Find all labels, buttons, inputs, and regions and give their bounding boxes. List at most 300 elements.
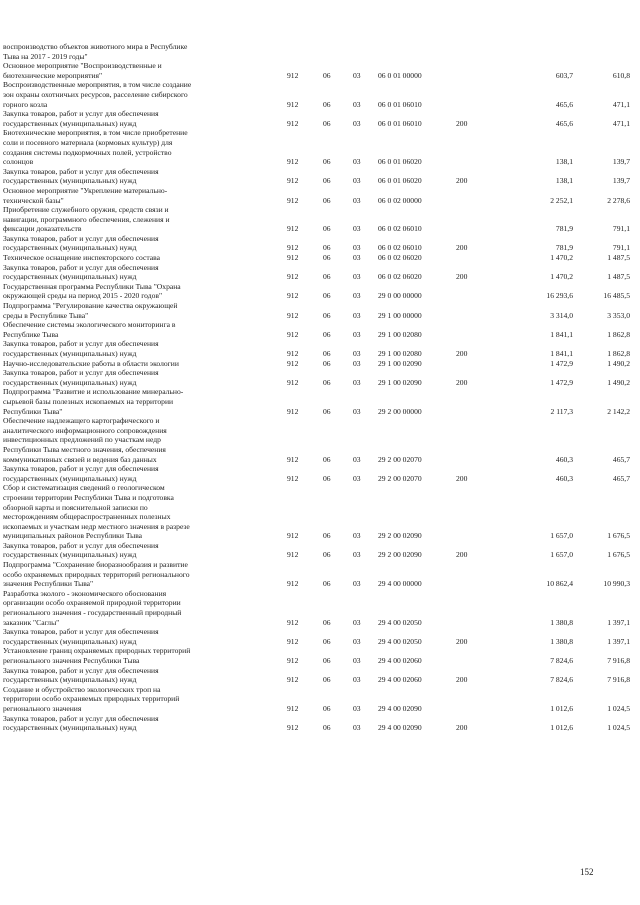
description-line: Закупка товаров, работ и услуг для обеспечения: [3, 368, 159, 378]
subsection-code: 03: [353, 195, 361, 205]
subsection-code: 03: [353, 636, 361, 646]
amount-year-2: 1 024,5: [607, 723, 630, 733]
amount-year-1: 1 470,2: [550, 272, 573, 282]
grbs-code: 912: [287, 473, 299, 483]
amount-year-1: 7 824,6: [550, 656, 573, 665]
amount-year-2: 1 862,8: [607, 349, 630, 358]
row-description: [3, 368, 265, 387]
page-number: 152: [580, 867, 594, 877]
amount-year-2: 1 490,2: [607, 377, 630, 387]
expense-type-code: 200: [456, 473, 468, 483]
grbs-code: 912: [287, 579, 299, 589]
grbs-code: 912: [287, 176, 299, 186]
section-code: 06: [323, 70, 331, 80]
subsection-code: 03: [353, 224, 361, 234]
amount-year-2: 139,7: [612, 157, 630, 167]
amount-year-2: 16 485,5: [603, 291, 630, 301]
target-article-code: 29 1 00 02090: [378, 358, 422, 368]
description-line: территории особо охраняемых природных территорий: [3, 694, 180, 704]
target-article-code: 06 0 01 06010: [378, 99, 422, 109]
description-line: соли и посевного материала (кормовых культур) для: [3, 137, 173, 147]
target-article-code: 29 4 00 02050: [378, 617, 422, 627]
target-article-code: 29 1 00 02080: [378, 349, 422, 358]
subsection-code: 03: [353, 454, 361, 464]
amount-year-2: 1 490,2: [607, 358, 630, 368]
table-row: [0, 263, 640, 282]
target-article-code: 29 4 00 02090: [378, 703, 422, 713]
amount-year-1: 138,1: [555, 157, 573, 167]
amount-year-2: 1 397,1: [607, 636, 630, 646]
description-line: Основное мероприятие "Укрепление материально-: [3, 185, 168, 195]
table-row: [0, 685, 640, 714]
description-line: государственных (муниципальных) нужд: [3, 550, 137, 560]
amount-year-2: 1 862,8: [607, 329, 630, 339]
description-line: Обеспечение надлежащего картографического и: [3, 416, 160, 426]
amount-year-2: 139,7: [612, 176, 630, 186]
row-description: [3, 42, 265, 61]
description-line: Закупка товаров, работ и услуг для обеспечения: [3, 713, 159, 723]
description-line: среды в Республике Тыва": [3, 310, 89, 320]
description-line: государственных (муниципальных) нужд: [3, 243, 137, 253]
table-row: [0, 61, 640, 80]
row-description: [3, 320, 265, 339]
section-code: 06: [323, 224, 331, 234]
table-row: [0, 416, 640, 464]
description-line: Закупка товаров, работ и услуг для обеспечения: [3, 540, 159, 550]
description-line: инвестиционных предложений по участкам недр: [3, 435, 161, 445]
row-description: [3, 464, 265, 483]
section-code: 06: [323, 550, 331, 560]
subsection-code: 03: [353, 406, 361, 416]
amount-year-1: 138,1: [555, 176, 573, 186]
description-line: муниципальных районов Республики Тыва: [3, 531, 143, 541]
section-code: 06: [323, 243, 331, 253]
target-article-code: 06 0 01 06020: [378, 176, 422, 186]
table-row: [0, 560, 640, 589]
amount-year-2: 791,1: [612, 243, 630, 253]
description-line: особо охраняемых природных территорий регионального: [3, 569, 190, 579]
description-line: Республики Тыва местного значения, обеспечения: [3, 444, 166, 454]
amount-year-2: 10 990,3: [603, 579, 630, 589]
table-row: [0, 666, 640, 685]
grbs-code: 912: [287, 291, 299, 301]
target-article-code: 29 1 00 02080: [378, 329, 422, 339]
description-line: заказник "Саглы": [3, 617, 60, 627]
description-line: регионального значения Республики Тыва: [3, 656, 140, 665]
target-article-code: 06 0 01 00000: [378, 70, 422, 80]
subsection-code: 03: [353, 579, 361, 589]
subsection-code: 03: [353, 349, 361, 358]
grbs-code: 912: [287, 531, 299, 541]
target-article-code: 29 2 00 00000: [378, 406, 422, 416]
row-description: [3, 282, 265, 301]
amount-year-2: 2 142,2: [607, 406, 630, 416]
amount-year-2: 1 676,5: [607, 531, 630, 541]
table-row: [0, 253, 640, 263]
target-article-code: 29 2 00 02070: [378, 473, 422, 483]
target-article-code: 29 2 00 02070: [378, 454, 422, 464]
section-code: 06: [323, 579, 331, 589]
row-description: [3, 109, 265, 128]
section-code: 06: [323, 454, 331, 464]
expense-type-code: 200: [456, 675, 468, 685]
description-line: Научно-исследовательские работы в области экологии: [3, 358, 179, 368]
section-code: 06: [323, 349, 331, 358]
section-code: 06: [323, 358, 331, 368]
description-line: сырьевой базы полезных ископаемых на территории: [3, 396, 174, 406]
grbs-code: 912: [287, 675, 299, 685]
subsection-code: 03: [353, 723, 361, 733]
amount-year-1: 1 380,8: [550, 636, 573, 646]
section-code: 06: [323, 195, 331, 205]
row-description: [3, 339, 265, 358]
section-code: 06: [323, 531, 331, 541]
grbs-code: 912: [287, 329, 299, 339]
grbs-code: 912: [287, 636, 299, 646]
subsection-code: 03: [353, 291, 361, 301]
description-line: биотехнические мероприятия": [3, 70, 103, 80]
amount-year-1: 1 380,8: [550, 617, 573, 627]
section-code: 06: [323, 118, 331, 128]
subsection-code: 03: [353, 176, 361, 186]
table-row: [0, 109, 640, 128]
grbs-code: 912: [287, 358, 299, 368]
amount-year-1: 1 841,1: [550, 329, 573, 339]
grbs-code: 912: [287, 118, 299, 128]
grbs-code: 912: [287, 703, 299, 713]
description-line: Подпрограмма "Сохранение биоразнообразия и развитие: [3, 560, 188, 570]
subsection-code: 03: [353, 310, 361, 320]
row-description: [3, 359, 265, 369]
grbs-code: 912: [287, 377, 299, 387]
grbs-code: 912: [287, 243, 299, 253]
grbs-code: 912: [287, 195, 299, 205]
subsection-code: 03: [353, 70, 361, 80]
row-description: [3, 234, 265, 253]
section-code: 06: [323, 176, 331, 186]
table-row: [0, 128, 640, 166]
section-code: 06: [323, 723, 331, 733]
section-code: 06: [323, 329, 331, 339]
target-article-code: 06 0 02 06010: [378, 224, 422, 234]
expense-type-code: 200: [456, 272, 468, 282]
amount-year-2: 1 487,5: [607, 253, 630, 263]
description-line: Подпрограмма "Регулирование качества окружающей: [3, 301, 178, 311]
grbs-code: 912: [287, 723, 299, 733]
subsection-code: 03: [353, 550, 361, 560]
subsection-code: 03: [353, 656, 361, 665]
row-description: [3, 589, 265, 627]
table-row: [0, 714, 640, 733]
description-line: Приобретение служебного оружия, средств связи и: [3, 205, 169, 215]
description-line: государственных (муниципальных) нужд: [3, 349, 137, 358]
table-row: [0, 359, 640, 369]
description-line: Установление границ охраняемых природных территорий: [3, 646, 191, 656]
amount-year-1: 1 841,1: [550, 349, 573, 358]
amount-year-1: 1 012,6: [550, 723, 573, 733]
description-line: месторождениям общераспространенных полезных: [3, 512, 171, 522]
amount-year-2: 2 278,6: [607, 195, 630, 205]
subsection-code: 03: [353, 272, 361, 282]
target-article-code: 06 0 02 06020: [378, 272, 422, 282]
row-description: [3, 416, 265, 464]
table-row: [0, 339, 640, 358]
table-row: [0, 301, 640, 320]
section-code: 06: [323, 157, 331, 167]
grbs-code: 912: [287, 454, 299, 464]
subsection-code: 03: [353, 473, 361, 483]
amount-year-1: 1 657,0: [550, 550, 573, 560]
description-line: государственных (муниципальных) нужд: [3, 636, 137, 646]
section-code: 06: [323, 617, 331, 627]
target-article-code: 29 2 00 02090: [378, 550, 422, 560]
target-article-code: 29 4 00 02050: [378, 636, 422, 646]
section-code: 06: [323, 675, 331, 685]
amount-year-1: 781,9: [555, 243, 573, 253]
amount-year-1: 2 252,1: [550, 195, 573, 205]
row-description: [3, 301, 265, 320]
table-row: [0, 205, 640, 234]
description-line: коммуникативных связей и ведения баз данных: [3, 454, 157, 464]
row-description: [3, 80, 265, 109]
description-line: государственных (муниципальных) нужд: [3, 675, 137, 685]
amount-year-1: 1 472,9: [550, 377, 573, 387]
description-line: Сбор и систематизация сведений о геологическом: [3, 483, 165, 493]
section-code: 06: [323, 703, 331, 713]
amount-year-1: 7 824,6: [550, 675, 573, 685]
subsection-code: 03: [353, 157, 361, 167]
target-article-code: 06 0 01 06010: [378, 118, 422, 128]
description-line: Закупка товаров, работ и услуг для обеспечения: [3, 464, 159, 474]
subsection-code: 03: [353, 99, 361, 109]
expense-type-code: 200: [456, 349, 468, 358]
amount-year-2: 1 676,5: [607, 550, 630, 560]
table-row: [0, 368, 640, 387]
description-line: государственных (муниципальных) нужд: [3, 118, 137, 128]
row-description: [3, 685, 265, 714]
amount-year-2: 610,8: [612, 70, 630, 80]
subsection-code: 03: [353, 253, 361, 263]
amount-year-1: 781,9: [555, 224, 573, 234]
description-line: окружающей среды на период 2015 - 2020 годов": [3, 291, 163, 301]
amount-year-1: 1 012,6: [550, 703, 573, 713]
description-line: Техническое оснащение инспекторского состава: [3, 253, 160, 263]
row-description: [3, 541, 265, 560]
description-line: обзорной карты и пояснительной записки по: [3, 502, 148, 512]
grbs-code: 912: [287, 70, 299, 80]
target-article-code: 06 0 02 06020: [378, 253, 422, 263]
row-description: [3, 128, 265, 166]
row-description: [3, 167, 265, 186]
description-line: воспроизводство объектов животного мира в Республике: [3, 42, 188, 51]
table-row: [0, 167, 640, 186]
row-description: [3, 483, 265, 541]
expense-type-code: 200: [456, 377, 468, 387]
budget-table: [0, 42, 640, 733]
grbs-code: 912: [287, 272, 299, 282]
description-line: государственных (муниципальных) нужд: [3, 473, 137, 483]
subsection-code: 03: [353, 531, 361, 541]
grbs-code: 912: [287, 406, 299, 416]
subsection-code: 03: [353, 617, 361, 627]
amount-year-2: 471,1: [612, 118, 630, 128]
amount-year-1: 1 657,0: [550, 531, 573, 541]
table-row: [0, 282, 640, 301]
amount-year-2: 3 353,0: [607, 310, 630, 320]
description-line: ископаемых и участкам недр местного значения в разрезе: [3, 521, 190, 531]
section-code: 06: [323, 377, 331, 387]
description-line: Закупка товаров, работ и услуг для обеспечения: [3, 339, 159, 349]
description-line: технической базы": [3, 195, 64, 205]
table-row: [0, 627, 640, 646]
expense-type-code: 200: [456, 118, 468, 128]
amount-year-2: 7 916,8: [607, 675, 630, 685]
section-code: 06: [323, 291, 331, 301]
row-description: [3, 627, 265, 646]
amount-year-1: 465,6: [555, 99, 573, 109]
grbs-code: 912: [287, 617, 299, 627]
row-description: [3, 714, 265, 733]
subsection-code: 03: [353, 243, 361, 253]
table-row: [0, 42, 640, 61]
description-line: Основное мероприятие "Воспроизводственные и: [3, 61, 162, 71]
amount-year-1: 3 314,0: [550, 310, 573, 320]
row-description: [3, 387, 265, 416]
description-line: строении территории Республики Тыва и подготовка: [3, 492, 174, 502]
description-line: регионального значения: [3, 703, 82, 713]
section-code: 06: [323, 99, 331, 109]
target-article-code: 29 4 00 00000: [378, 579, 422, 589]
amount-year-1: 16 293,6: [546, 291, 573, 301]
section-code: 06: [323, 406, 331, 416]
description-line: навигации, программного обеспечения, слежения и: [3, 214, 170, 224]
description-line: солонцов: [3, 157, 34, 167]
amount-year-2: 1 024,5: [607, 703, 630, 713]
description-line: Закупка товаров, работ и услуг для обеспечения: [3, 166, 159, 176]
section-code: 06: [323, 473, 331, 483]
subsection-code: 03: [353, 118, 361, 128]
description-line: Закупка товаров, работ и услуг для обеспечения: [3, 627, 159, 637]
description-line: государственных (муниципальных) нужд: [3, 272, 137, 282]
row-description: [3, 560, 265, 589]
section-code: 06: [323, 253, 331, 263]
table-row: [0, 589, 640, 627]
section-code: 06: [323, 636, 331, 646]
expense-type-code: 200: [456, 243, 468, 253]
amount-year-1: 1 470,2: [550, 253, 573, 263]
description-line: Закупка товаров, работ и услуг для обеспечения: [3, 262, 159, 272]
row-description: [3, 263, 265, 282]
amount-year-2: 465,7: [612, 454, 630, 464]
grbs-code: 912: [287, 157, 299, 167]
row-description: [3, 253, 265, 263]
description-line: Закупка товаров, работ и услуг для обеспечения: [3, 109, 159, 119]
amount-year-2: 1 487,5: [607, 272, 630, 282]
description-line: Разработка эколого - экономического обоснования: [3, 588, 167, 598]
description-line: Создание и обустройство экологических троп на: [3, 684, 161, 694]
section-code: 06: [323, 310, 331, 320]
description-line: Закупка товаров, работ и услуг для обеспечения: [3, 233, 159, 243]
amount-year-1: 1 472,9: [550, 358, 573, 368]
amount-year-2: 471,1: [612, 99, 630, 109]
target-article-code: 06 0 02 00000: [378, 195, 422, 205]
grbs-code: 912: [287, 253, 299, 263]
subsection-code: 03: [353, 377, 361, 387]
amount-year-2: 465,7: [612, 473, 630, 483]
description-line: организации особо охраняемой природной территории: [3, 598, 181, 608]
table-row: [0, 320, 640, 339]
description-line: Республики Тыва": [3, 406, 63, 416]
description-line: значения Республики Тыва": [3, 579, 94, 589]
section-code: 06: [323, 656, 331, 665]
subsection-code: 03: [353, 703, 361, 713]
target-article-code: 29 0 00 00000: [378, 291, 422, 301]
description-line: фиксации доказательств: [3, 224, 82, 234]
section-code: 06: [323, 272, 331, 282]
description-line: зон охраны охотничьих ресурсов, расселение сибирского: [3, 89, 188, 99]
target-article-code: 29 4 00 02060: [378, 675, 422, 685]
target-article-code: 29 1 00 00000: [378, 310, 422, 320]
description-line: Воспроизводственные мероприятия, в том числе создание: [3, 80, 192, 90]
table-row: [0, 186, 640, 205]
target-article-code: 06 0 01 06020: [378, 157, 422, 167]
description-line: создания системы подкормочных полей, устройство: [3, 147, 172, 157]
description-line: Биотехнические мероприятия, в том числе приобретение: [3, 128, 188, 138]
description-line: Закупка товаров, работ и услуг для обеспечения: [3, 665, 159, 675]
target-article-code: 29 2 00 02090: [378, 531, 422, 541]
amount-year-1: 2 117,3: [550, 406, 573, 416]
description-line: Республике Тыва: [3, 329, 59, 339]
subsection-code: 03: [353, 675, 361, 685]
description-line: государственных (муниципальных) нужд: [3, 723, 137, 733]
description-line: государственных (муниципальных) нужд: [3, 377, 137, 387]
row-description: [3, 646, 265, 665]
table-row: [0, 646, 640, 665]
row-description: [3, 61, 265, 80]
description-line: государственных (муниципальных) нужд: [3, 176, 137, 186]
target-article-code: 29 4 00 02090: [378, 723, 422, 733]
expense-type-code: 200: [456, 550, 468, 560]
target-article-code: 06 0 02 06010: [378, 243, 422, 253]
grbs-code: 912: [287, 349, 299, 358]
description-line: Тыва на 2017 - 2019 годы": [3, 51, 88, 61]
table-row: [0, 387, 640, 416]
amount-year-2: 1 397,1: [607, 617, 630, 627]
row-description: [3, 666, 265, 685]
expense-type-code: 200: [456, 723, 468, 733]
description-line: аналитического информационного сопровождения: [3, 425, 167, 435]
amount-year-1: 465,6: [555, 118, 573, 128]
subsection-code: 03: [353, 329, 361, 339]
amount-year-1: 10 862,4: [546, 579, 573, 589]
amount-year-1: 460,3: [555, 454, 573, 464]
table-row: [0, 80, 640, 109]
grbs-code: 912: [287, 656, 299, 665]
description-line: горного козла: [3, 99, 48, 109]
amount-year-2: 791,1: [612, 224, 630, 234]
expense-type-code: 200: [456, 636, 468, 646]
table-row: [0, 541, 640, 560]
target-article-code: 29 4 00 02060: [378, 656, 422, 665]
table-row: [0, 464, 640, 483]
expense-type-code: 200: [456, 176, 468, 186]
amount-year-2: 7 916,8: [607, 656, 630, 665]
subsection-code: 03: [353, 358, 361, 368]
grbs-code: 912: [287, 310, 299, 320]
grbs-code: 912: [287, 550, 299, 560]
row-description: [3, 205, 265, 234]
grbs-code: 912: [287, 224, 299, 234]
